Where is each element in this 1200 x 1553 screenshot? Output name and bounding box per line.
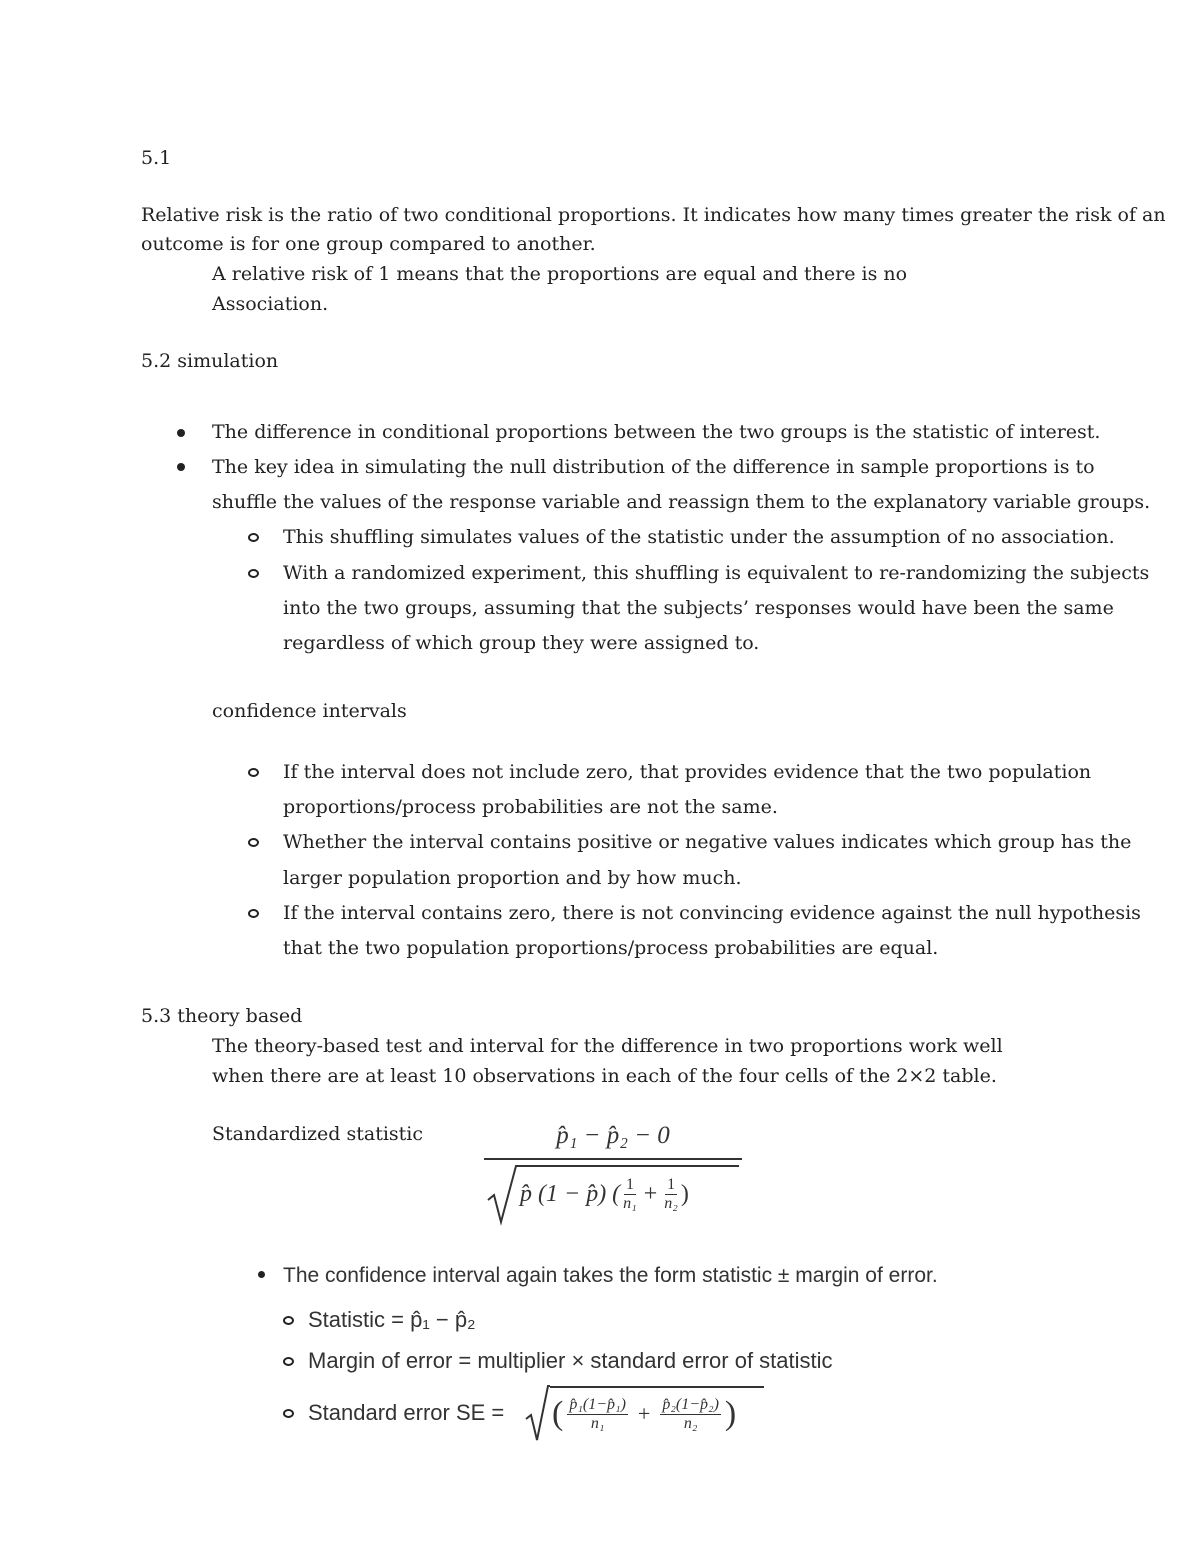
se-fraction-2 <box>660 1396 721 1433</box>
fraction-numerator: 1 <box>625 1175 634 1193</box>
denominator-suffix: ) <box>680 1180 689 1207</box>
sub-list-item: If the interval does not include zero, that provides evidence that the two population <box>283 761 1092 783</box>
standardized-statistic-label: Standardized statistic <box>212 1123 424 1145</box>
fraction-denominator: n₂ <box>683 1414 698 1432</box>
sub-list-item-continued: regardless of which group they were assigned to. <box>283 632 760 654</box>
sub-list-item: With a randomized experiment, this shuffling is equivalent to re-randomizing the subjects <box>283 562 1150 584</box>
sub-bullet-icon <box>248 569 259 578</box>
close-paren: ) <box>724 1395 737 1432</box>
ci-form-bullet: The confidence interval again takes the form statistic ± margin of error. <box>283 1264 938 1287</box>
paragraph-line: A relative risk of 1 means that the proportions are equal and there is no <box>212 263 908 285</box>
square-root-icon <box>524 1383 550 1443</box>
denominator-prefix: p̂ (1 − p̂) ( <box>520 1180 621 1207</box>
plus-sign: + <box>637 1401 651 1426</box>
standard-error-label: Standard error SE = <box>308 1400 505 1425</box>
sub-list-item: This shuffling simulates values of the statistic under the assumption of no association. <box>283 526 1115 548</box>
radical-bar <box>550 1386 764 1388</box>
sub-bullet-icon <box>283 1409 294 1418</box>
sub-bullet-icon <box>283 1357 294 1366</box>
formula-denominator <box>520 1170 689 1218</box>
radical-bar <box>517 1165 739 1167</box>
section-5-1-heading: 5.1 <box>141 147 172 169</box>
fraction-denominator: n₁ <box>590 1414 605 1432</box>
bullet-icon <box>177 463 185 471</box>
paragraph-line: when there are at least 10 observations in each of the four cells of the 2×2 table. <box>212 1065 997 1087</box>
section-5-3-heading: 5.3 theory based <box>141 1005 303 1027</box>
square-root-icon <box>486 1164 520 1226</box>
se-fraction-1 <box>567 1396 628 1433</box>
list-item: The key idea in simulating the null distribution of the difference in sample proportions is to <box>212 456 1095 478</box>
fraction-denominator: n₁ <box>623 1194 637 1212</box>
open-paren: ( <box>552 1395 564 1432</box>
sub-list-item-continued: larger population proportion and by how much. <box>283 867 742 889</box>
fraction-numerator: 1 <box>667 1175 676 1193</box>
bullet-icon <box>258 1271 265 1278</box>
sub-bullet-icon <box>283 1316 294 1325</box>
fraction-numerator: p̂₁(1−p̂₁) <box>569 1395 626 1413</box>
paragraph-line: The theory-based test and interval for the difference in two proportions work well <box>212 1035 1003 1057</box>
fraction-denominator: n₂ <box>664 1194 678 1212</box>
sub-bullet-icon <box>248 768 259 777</box>
sub-list-item: Whether the interval contains positive or negative values indicates which group has the <box>283 831 1132 853</box>
paragraph-line: outcome is for one group compared to another. <box>141 233 596 255</box>
sub-bullet-icon <box>248 838 259 847</box>
sub-list-item-continued: proportions/process probabilities are not the same. <box>283 796 778 818</box>
sub-list-item: If the interval contains zero, there is not convincing evidence against the null hypothesis <box>283 902 1141 924</box>
statistic-formula: Statistic = p̂₁ − p̂₂ <box>308 1307 476 1332</box>
plus-sign: + <box>643 1180 658 1207</box>
list-item-continued: shuffle the values of the response variable and reassign them to the explanatory variable groups. <box>212 491 1151 513</box>
paragraph-line: Relative risk is the ratio of two conditional proportions. It indicates how many times greater the risk of an <box>141 204 1166 226</box>
fraction-1-over-n2 <box>664 1176 678 1213</box>
list-item: The difference in conditional proportions between the two groups is the statistic of interest. <box>212 421 1101 443</box>
fraction-numerator: p̂₂(1−p̂₂) <box>662 1395 719 1413</box>
standardized-statistic-formula <box>482 1120 744 1230</box>
sub-list-item-continued: that the two population proportions/process probabilities are equal. <box>283 937 939 959</box>
bullet-icon <box>177 429 185 437</box>
se-expression <box>552 1389 736 1439</box>
formula-numerator: p̂₁ − p̂₂ − 0 <box>556 1122 670 1149</box>
margin-of-error-formula: Margin of error = multiplier × standard error of statistic <box>308 1348 833 1373</box>
fraction-1-over-n1 <box>623 1176 637 1213</box>
paragraph-line: Association. <box>212 293 329 315</box>
fraction-bar <box>484 1158 742 1160</box>
section-5-2-heading: 5.2 simulation <box>141 350 279 372</box>
sub-list-item-continued: into the two groups, assuming that the subjects’ responses would have been the same <box>283 597 1114 619</box>
confidence-intervals-heading: confidence intervals <box>212 700 407 722</box>
standard-error-formula <box>524 1383 766 1443</box>
sub-bullet-icon <box>248 909 259 918</box>
sub-bullet-icon <box>248 533 259 542</box>
